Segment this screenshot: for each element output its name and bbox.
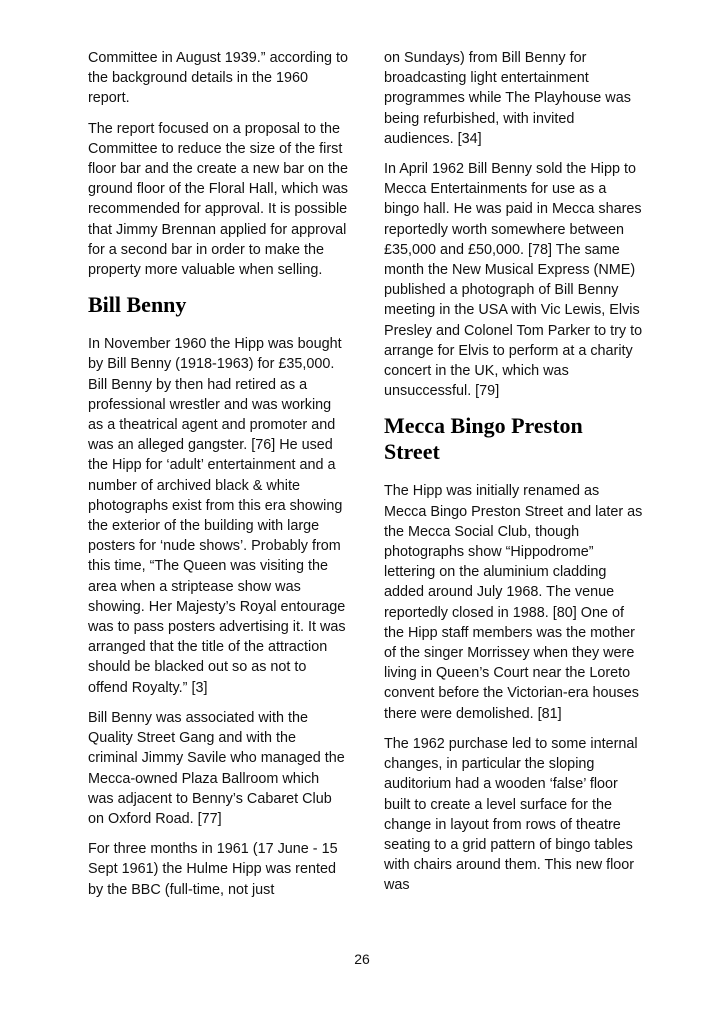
paragraph-quality-street-gang: Bill Benny was associated with the Quality Street Gang and with the criminal Jimmy Savile who managed the Mecca-owned Plaza Ballroom which was adjacent to Benny’s Cabaret Club on Oxford Road. [77]: [88, 709, 345, 827]
paragraph-mecca-sale: In April 1962 Bill Benny sold the Hipp to Mecca Entertainments for use as a bingo hall. He was paid in Mecca shares reportedly worth somewhere between £35,000 and £50,000. [78] The same month the New Musical Express (NME) published a photograph of Bill Benny meeting in the USA with Vic Lewis, Elvis Presley and Colonel Tom Parker to try to arrange for Elvis to perform at a charity concert in the UK, which was unsuccessful. [79]: [384, 161, 643, 400]
paragraph-bbc-rental: For three months in 1961 (17 June - 15 Sept 1961) the Hulme Hipp was rented by the BBC (full-time, not just: [88, 841, 338, 898]
paragraph-bbc-broadcasting: on Sundays) from Bill Benny for broadcasting light entertainment programmes while The Playhouse was being refurbished, with invited audiences. [34]: [384, 50, 631, 147]
right-column: [384, 48, 644, 906]
paragraph-report-proposal: The report focused on a proposal to the Committee to reduce the size of the first floor bar and the create a new bar on the ground floor of the Floral Hall, which was recommended for approval. It is possible that Jimmy Brennan applied for approval for a second bar in order to make the property more valuable when selling.: [88, 120, 349, 279]
paragraph-bill-benny-purchase: In November 1960 the Hipp was bought by Bill Benny (1918-1963) for £35,000. Bill Benny by then had retired as a professional wrestler and was working as a theatrical agent and promoter and was an alleged gangster. [76] He used the Hipp for ‘adult’ entertainment and a number of archived black & white photographs exist from this era showing the exterior of the building with large posters for ‘nude shows’. Probably from this time, “The Queen was visiting the area when a striptease show was showing. Her Majesty’s Royal entourage was to pass posters advertising it. It was arranged that the title of the attraction should be blacked out so as not to offend Royalty.” [3]: [88, 336, 346, 696]
heading-bill-benny: Bill Benny: [88, 292, 187, 318]
paragraph-hipp-renamed: The Hipp was initially renamed as Mecca Bingo Preston Street and later as the Mecca Social Club, though photographs show “Hippodrome” lettering on the aluminium cladding added around July 1968. The venue reportedly closed in 1988. [80] One of the Hipp staff members was the mother of the singer Morrissey when they were living in Queen’s Court near the Loreto convent before the Victorian-era houses there were demolished. [81]: [384, 483, 643, 722]
page-number: 26: [354, 951, 370, 967]
paragraph-committee-1939: Committee in August 1939.” according to the background details in the 1960 report.: [88, 50, 348, 107]
paragraph-internal-changes: The 1962 purchase led to some internal changes, in particular the sloping auditorium had a wooden ‘false’ floor built to create a level surface for the change in layout from rows of theatre seating to a grid pattern of bingo tables with chairs around them. This new floor was: [384, 735, 638, 894]
left-column: [88, 48, 348, 910]
heading-mecca-bingo: Mecca Bingo Preston Street: [384, 413, 583, 465]
